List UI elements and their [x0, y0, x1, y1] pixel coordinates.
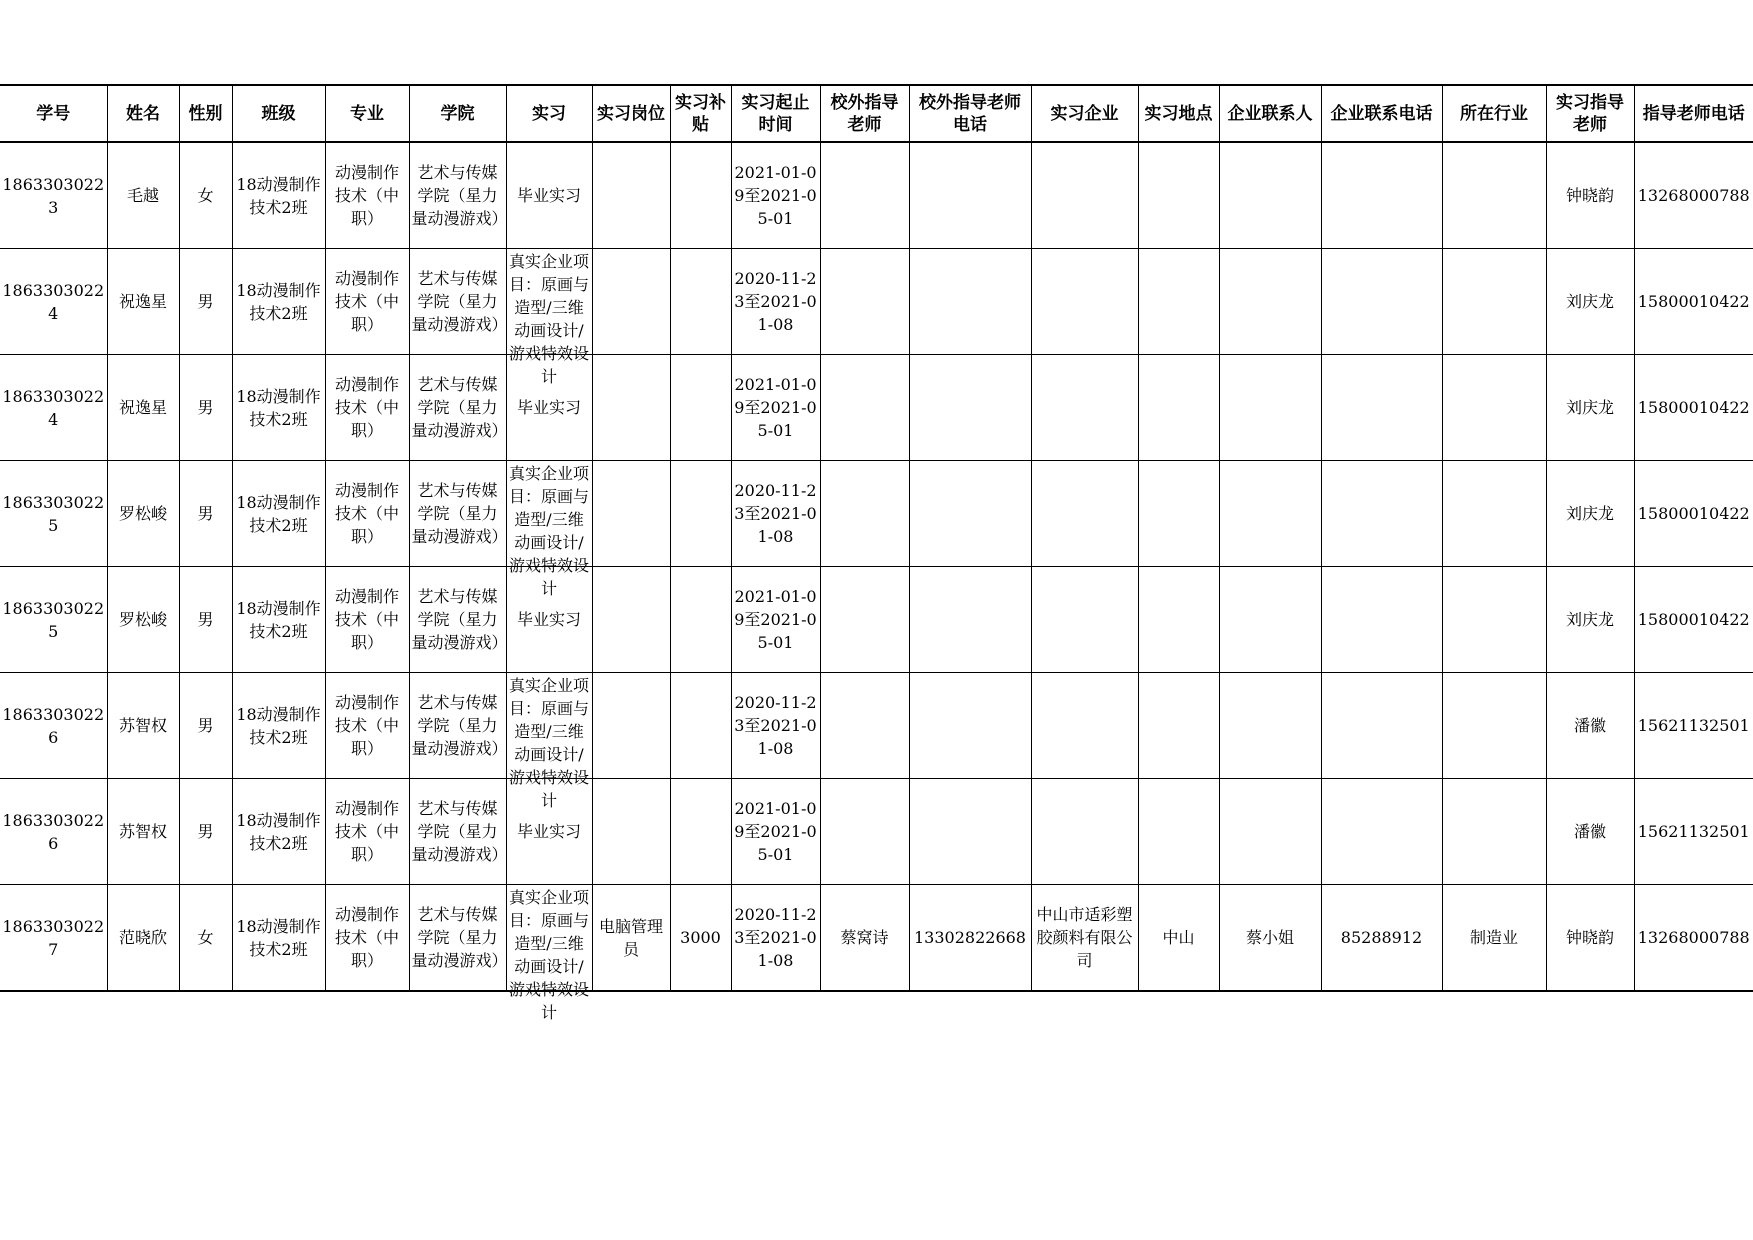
cell-text: 男 — [197, 398, 214, 417]
cell-text: 钟晓韵 — [1565, 186, 1614, 205]
cell-text: 潘徽 — [1573, 716, 1606, 735]
table-cell — [179, 567, 232, 673]
cell-text: 真实企业项目：原画与造型/三维动画设计/游戏特效设计 — [508, 676, 589, 810]
table-row — [0, 249, 1753, 355]
cell-text: 15800010422 — [1637, 610, 1750, 629]
cell-text: 15800010422 — [1637, 292, 1750, 311]
header-cell: 校外指导老师 — [820, 85, 909, 142]
table-cell — [1546, 461, 1634, 567]
header-cell: 姓名 — [107, 85, 179, 142]
table-cell — [1138, 142, 1219, 249]
cell-text: 罗松峻 — [118, 610, 167, 629]
cell-text: 18633030225 — [2, 492, 105, 535]
table-cell — [1634, 461, 1753, 567]
cell-text: 祝逸星 — [118, 292, 167, 311]
table-cell — [1138, 567, 1219, 673]
header-cell: 实习指导老师 — [1546, 85, 1634, 142]
table-cell — [232, 567, 325, 673]
cell-text: 15621132501 — [1637, 716, 1750, 735]
table-cell — [909, 673, 1031, 779]
cell-text: 毕业实习 — [516, 822, 581, 841]
table-cell — [506, 461, 592, 598]
cell-text: 15800010422 — [1637, 398, 1750, 417]
cell-text: 2021-01-09至2021-05-01 — [734, 163, 817, 228]
table-cell — [670, 673, 731, 779]
table-cell — [592, 779, 670, 885]
cell-text: 电脑管理员 — [598, 916, 663, 959]
table-cell — [1321, 779, 1442, 885]
table-cell — [179, 885, 232, 992]
cell-text: 动漫制作技术（中职） — [334, 693, 399, 758]
cell-text: 18633030225 — [2, 598, 105, 641]
header-cell: 指导老师电话 — [1634, 85, 1753, 142]
table-cell — [592, 142, 670, 249]
table-cell — [107, 461, 179, 567]
table-cell — [1031, 673, 1138, 779]
table-cell — [0, 355, 107, 461]
table-cell — [409, 567, 506, 673]
table-cell — [107, 567, 179, 673]
table-cell — [1031, 567, 1138, 673]
cell-text: 艺术与传媒学院（星力量动漫游戏） — [411, 163, 508, 228]
table-row — [0, 673, 1753, 779]
table-cell — [179, 142, 232, 249]
cell-text: 动漫制作技术（中职） — [334, 799, 399, 864]
header-row — [0, 85, 1753, 142]
table-cell — [820, 142, 909, 249]
table-cell — [1546, 249, 1634, 355]
table-cell — [1442, 885, 1546, 992]
cell-text: 真实企业项目：原画与造型/三维动画设计/游戏特效设计 — [508, 464, 589, 598]
table-cell — [506, 249, 592, 386]
cell-text: 18动漫制作技术2班 — [236, 174, 321, 217]
cell-text: 13268000788 — [1637, 186, 1750, 205]
header-cell: 实习企业 — [1031, 85, 1138, 142]
table-cell — [409, 779, 506, 885]
table-cell — [1321, 885, 1442, 992]
cell-text: 动漫制作技术（中职） — [334, 269, 399, 334]
table-cell — [179, 461, 232, 567]
table-cell — [1546, 673, 1634, 779]
header-cell: 实习起止时间 — [731, 85, 820, 142]
table-cell — [1138, 355, 1219, 461]
table-cell — [1546, 885, 1634, 992]
cell-text: 女 — [197, 186, 214, 205]
table-cell — [670, 567, 731, 673]
table-cell — [325, 355, 409, 461]
cell-text: 女 — [197, 928, 214, 947]
cell-text: 罗松峻 — [118, 504, 167, 523]
cell-text: 2021-01-09至2021-05-01 — [734, 375, 817, 440]
table-cell — [232, 355, 325, 461]
table-cell — [670, 249, 731, 355]
table-cell — [820, 249, 909, 355]
table-cell — [179, 673, 232, 779]
table-cell — [670, 355, 731, 461]
internship-table — [0, 84, 1753, 1022]
table-cell — [1138, 885, 1219, 992]
table-cell — [107, 249, 179, 355]
table-cell — [1321, 461, 1442, 567]
table-cell — [409, 461, 506, 567]
table-cell — [909, 461, 1031, 567]
table-cell — [592, 355, 670, 461]
table-cell — [325, 142, 409, 249]
cell-text: 2020-11-23至2021-01-08 — [734, 269, 817, 334]
header-cell: 实习地点 — [1138, 85, 1219, 142]
table-cell — [731, 461, 820, 567]
cell-text: 钟晓韵 — [1565, 928, 1614, 947]
table-cell — [1442, 567, 1546, 673]
cell-text: 艺术与传媒学院（星力量动漫游戏） — [411, 905, 508, 970]
cell-text: 艺术与传媒学院（星力量动漫游戏） — [411, 799, 508, 864]
table-cell — [670, 885, 731, 992]
table-cell — [731, 779, 820, 885]
table-cell — [909, 779, 1031, 885]
table-cell — [325, 779, 409, 885]
table-cell — [0, 885, 107, 992]
table-cell — [1138, 249, 1219, 355]
cell-text: 18动漫制作技术2班 — [236, 704, 321, 747]
table-cell — [592, 249, 670, 355]
table-cell — [179, 355, 232, 461]
table-cell — [1219, 885, 1321, 992]
cell-text: 艺术与传媒学院（星力量动漫游戏） — [411, 693, 508, 758]
table-cell — [670, 779, 731, 885]
cell-text: 艺术与传媒学院（星力量动漫游戏） — [411, 269, 508, 334]
table-cell — [820, 673, 909, 779]
table-cell — [179, 779, 232, 885]
table-row — [0, 779, 1753, 885]
header-cell: 学号 — [0, 85, 107, 142]
table-cell — [409, 885, 506, 992]
table-cell — [1219, 673, 1321, 779]
cell-text: 18动漫制作技术2班 — [236, 386, 321, 429]
table-cell — [820, 461, 909, 567]
cell-text: 2020-11-23至2021-01-08 — [734, 481, 817, 546]
table-cell — [731, 142, 820, 249]
table-cell — [0, 779, 107, 885]
table-cell — [1031, 779, 1138, 885]
cell-text: 刘庆龙 — [1565, 610, 1614, 629]
cell-text: 18动漫制作技术2班 — [236, 492, 321, 535]
cell-text: 刘庆龙 — [1565, 504, 1614, 523]
cell-text: 15621132501 — [1637, 822, 1750, 841]
table-cell — [909, 355, 1031, 461]
cell-text: 中山市适彩塑胶颜料有限公司 — [1036, 905, 1133, 970]
cell-text: 18动漫制作技术2班 — [236, 916, 321, 959]
table-cell — [1321, 567, 1442, 673]
header-cell: 专业 — [325, 85, 409, 142]
table-cell — [1321, 142, 1442, 249]
table-cell — [1219, 249, 1321, 355]
cell-text: 85288912 — [1340, 928, 1423, 947]
table-cell — [909, 249, 1031, 355]
cell-text: 蔡窝诗 — [840, 928, 889, 947]
table-cell — [731, 885, 820, 992]
cell-text: 男 — [197, 610, 214, 629]
table-cell — [1031, 885, 1138, 992]
cell-text: 18633030223 — [2, 174, 105, 217]
cell-text: 13268000788 — [1637, 928, 1750, 947]
cell-text: 苏智权 — [118, 716, 167, 735]
cell-text: 潘徽 — [1573, 822, 1606, 841]
cell-text: 蔡小姐 — [1245, 928, 1294, 947]
table-cell — [0, 567, 107, 673]
header-cell: 实习补贴 — [670, 85, 731, 142]
table-cell — [1219, 779, 1321, 885]
cell-text: 动漫制作技术（中职） — [334, 587, 399, 652]
table-cell — [820, 885, 909, 992]
header-cell: 校外指导老师电话 — [909, 85, 1031, 142]
internship-table-container — [0, 84, 1753, 1022]
table-cell — [1219, 461, 1321, 567]
table-cell — [506, 673, 592, 810]
table-cell — [820, 779, 909, 885]
table-cell — [232, 673, 325, 779]
table-cell — [592, 885, 670, 992]
cell-text: 艺术与传媒学院（星力量动漫游戏） — [411, 587, 508, 652]
cell-text: 动漫制作技术（中职） — [334, 163, 399, 228]
table-cell — [731, 249, 820, 355]
table-cell — [409, 673, 506, 779]
cell-text: 毛越 — [126, 186, 159, 205]
table-cell — [107, 673, 179, 779]
table-cell — [1442, 673, 1546, 779]
table-cell — [0, 249, 107, 355]
table-cell — [506, 142, 592, 249]
header-cell: 学院 — [409, 85, 506, 142]
header-cell: 企业联系人 — [1219, 85, 1321, 142]
table-cell — [232, 142, 325, 249]
header-cell: 班级 — [232, 85, 325, 142]
table-cell — [731, 673, 820, 779]
table-cell — [1031, 142, 1138, 249]
table-cell — [325, 249, 409, 355]
cell-text: 真实企业项目：原画与造型/三维动画设计/游戏特效设计 — [508, 888, 589, 1022]
table-cell — [1442, 142, 1546, 249]
table-row — [0, 885, 1753, 992]
table-cell — [232, 249, 325, 355]
header-cell: 实习岗位 — [592, 85, 670, 142]
table-cell — [820, 567, 909, 673]
header-cell: 企业联系电话 — [1321, 85, 1442, 142]
table-cell — [909, 885, 1031, 992]
table-cell — [592, 673, 670, 779]
cell-text: 中山 — [1162, 928, 1195, 947]
cell-text: 毕业实习 — [516, 610, 581, 629]
cell-text: 15800010422 — [1637, 504, 1750, 523]
table-cell — [1634, 249, 1753, 355]
table-cell — [1634, 885, 1753, 992]
table-cell — [325, 885, 409, 992]
table-cell — [1442, 249, 1546, 355]
cell-text: 动漫制作技术（中职） — [334, 905, 399, 970]
table-cell — [1219, 142, 1321, 249]
table-cell — [1138, 461, 1219, 567]
table-cell — [1442, 779, 1546, 885]
cell-text: 2021-01-09至2021-05-01 — [734, 587, 817, 652]
table-cell — [592, 461, 670, 567]
table-row — [0, 355, 1753, 461]
table-cell — [1634, 673, 1753, 779]
cell-text: 艺术与传媒学院（星力量动漫游戏） — [411, 481, 508, 546]
table-cell — [1546, 567, 1634, 673]
cell-text: 2021-01-09至2021-05-01 — [734, 799, 817, 864]
table-cell — [1546, 355, 1634, 461]
table-cell — [909, 142, 1031, 249]
table-cell — [107, 779, 179, 885]
cell-text: 18动漫制作技术2班 — [236, 810, 321, 853]
table-cell — [325, 567, 409, 673]
cell-text: 18动漫制作技术2班 — [236, 598, 321, 641]
table-cell — [1321, 673, 1442, 779]
table-cell — [506, 885, 592, 1022]
table-cell — [1138, 779, 1219, 885]
cell-text: 18633030224 — [2, 280, 105, 323]
cell-text: 男 — [197, 822, 214, 841]
table-row — [0, 461, 1753, 567]
table-cell — [409, 355, 506, 461]
table-cell — [592, 567, 670, 673]
table-cell — [0, 673, 107, 779]
cell-text: 18633030226 — [2, 810, 105, 853]
cell-text: 毕业实习 — [516, 398, 581, 417]
table-cell — [325, 461, 409, 567]
table-cell — [107, 355, 179, 461]
table-cell — [1321, 355, 1442, 461]
table-cell — [820, 355, 909, 461]
table-cell — [1031, 249, 1138, 355]
cell-text: 范晓欣 — [118, 928, 167, 947]
table-cell — [107, 885, 179, 992]
table-cell — [1546, 142, 1634, 249]
table-cell — [1442, 461, 1546, 567]
cell-text: 刘庆龙 — [1565, 398, 1614, 417]
cell-text: 祝逸星 — [118, 398, 167, 417]
cell-text: 艺术与传媒学院（星力量动漫游戏） — [411, 375, 508, 440]
cell-text: 真实企业项目：原画与造型/三维动画设计/游戏特效设计 — [508, 252, 589, 386]
table-cell — [179, 249, 232, 355]
cell-text: 男 — [197, 716, 214, 735]
table-cell — [1634, 779, 1753, 885]
table-cell — [1321, 249, 1442, 355]
cell-text: 刘庆龙 — [1565, 292, 1614, 311]
header-cell: 所在行业 — [1442, 85, 1546, 142]
table-cell — [1031, 461, 1138, 567]
cell-text: 2020-11-23至2021-01-08 — [734, 693, 817, 758]
header-cell: 性别 — [179, 85, 232, 142]
table-cell — [325, 673, 409, 779]
cell-text: 制造业 — [1469, 928, 1518, 947]
cell-text: 2020-11-23至2021-01-08 — [734, 905, 817, 970]
cell-text: 男 — [197, 292, 214, 311]
table-cell — [232, 461, 325, 567]
table-cell — [1138, 673, 1219, 779]
table-cell — [1546, 779, 1634, 885]
cell-text: 18动漫制作技术2班 — [236, 280, 321, 323]
table-row — [0, 142, 1753, 249]
table-cell — [409, 249, 506, 355]
cell-text: 毕业实习 — [516, 186, 581, 205]
cell-text: 18633030227 — [2, 916, 105, 959]
table-cell — [1219, 355, 1321, 461]
table-cell — [0, 461, 107, 567]
cell-text: 18633030224 — [2, 386, 105, 429]
table-cell — [670, 142, 731, 249]
table-cell — [232, 779, 325, 885]
table-cell — [0, 142, 107, 249]
table-cell — [107, 142, 179, 249]
cell-text: 动漫制作技术（中职） — [334, 375, 399, 440]
cell-text: 3000 — [680, 928, 721, 947]
table-body — [0, 142, 1753, 1022]
cell-text: 13302822668 — [914, 928, 1026, 947]
table-cell — [670, 461, 731, 567]
cell-text: 男 — [197, 504, 214, 523]
table-row — [0, 567, 1753, 673]
table-cell — [1634, 142, 1753, 249]
table-cell — [1031, 355, 1138, 461]
cell-text: 苏智权 — [118, 822, 167, 841]
table-cell — [1634, 355, 1753, 461]
table-cell — [232, 885, 325, 992]
table-cell — [731, 355, 820, 461]
table-cell — [1442, 355, 1546, 461]
table-cell — [409, 142, 506, 249]
cell-text: 动漫制作技术（中职） — [334, 481, 399, 546]
table-cell — [1219, 567, 1321, 673]
table-cell — [731, 567, 820, 673]
header-cell: 实习 — [506, 85, 592, 142]
cell-text: 18633030226 — [2, 704, 105, 747]
table-cell — [909, 567, 1031, 673]
table-cell — [1634, 567, 1753, 673]
